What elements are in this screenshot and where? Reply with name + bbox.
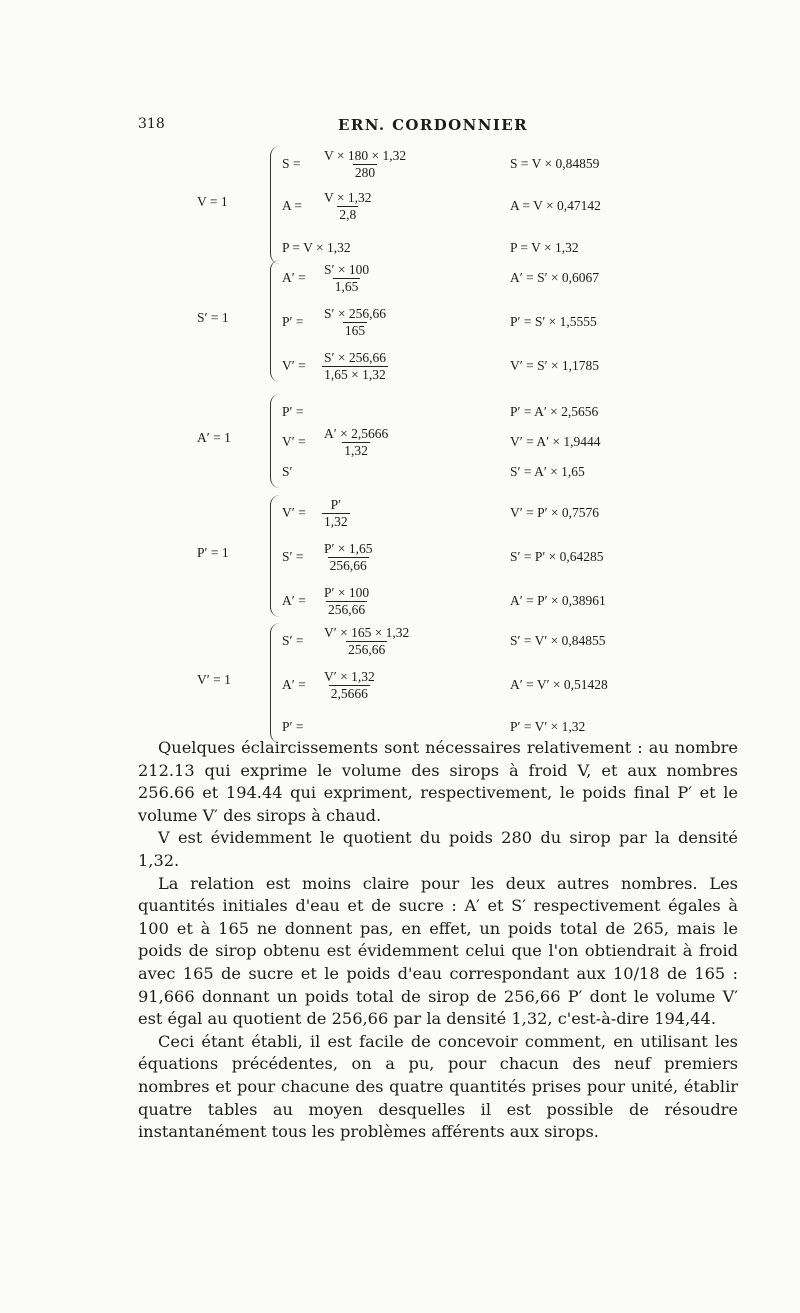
group-label: S′ = 1	[197, 310, 229, 325]
fraction	[322, 497, 350, 530]
fraction-denominator: 2,5666	[330, 686, 368, 701]
fraction-numerator: V′ × 1,32	[324, 669, 375, 684]
fraction	[322, 350, 388, 383]
equation-result: P′ = A′ × 2,5656	[510, 404, 599, 419]
equation-lhs: S′	[282, 464, 293, 479]
paragraph: Ceci étant établi, il est facile de concevoir comment, en utilisant les équations précédentes, on a pu, pour chacun des neuf premiers nombres et pour chacune des quatre quantités prises pour unité, établir quatre tables au moyen desquelles il est possible de résoudre instantanément tous les problèmes afférents aux sirops.	[138, 1031, 738, 1142]
fraction-denominator: 1,65 × 1,32	[324, 367, 386, 382]
brace	[270, 146, 281, 264]
fraction-numerator: V × 180 × 1,32	[324, 148, 407, 163]
equation-result: V′ = S′ × 1,1785	[510, 358, 600, 373]
equation-result: V′ = P′ × 0,7576	[510, 505, 600, 520]
fraction	[322, 148, 408, 181]
paragraph: Quelques éclaircissements sont nécessaires relativement : au nombre 212.13 qui exprime le volume des sirops à froid V, et aux nombres 256.66 et 194.44 qui expriment, respectivement, le poids final P′ et le volume V′ des sirops à chaud.	[138, 738, 738, 825]
fraction	[322, 190, 374, 223]
fraction	[322, 306, 388, 339]
equation-lhs: A′ =	[282, 677, 306, 692]
fraction-numerator: S′ × 100	[324, 262, 370, 277]
equation-lhs: A′ =	[282, 593, 306, 608]
paragraph: V est évidemment le quotient du poids 280 du sirop par la densité 1,32.	[138, 828, 738, 870]
brace	[270, 623, 281, 743]
equation-lhs: A′ =	[282, 270, 306, 285]
fraction-numerator: V′ × 165 × 1,32	[324, 625, 410, 640]
equation-result: P′ = V′ × 1,32	[510, 719, 586, 734]
fraction-denominator: 2,8	[339, 207, 357, 222]
equation-lhs: P′ =	[282, 404, 304, 419]
equation-result: P′ = S′ × 1,5555	[510, 314, 597, 329]
equation-result: A′ = S′ × 0,6067	[510, 270, 600, 285]
paragraph: La relation est moins claire pour les deux autres nombres. Les quantités initiales d'eau et de sucre : A′ et S′ respectivement égales à 100 et à 165 ne donnent pas, en effet, un poids total de 265, mais le poids de sirop obtenu est évidemment celui que l'on obtiendrait à froid avec 165 de sucre et le poids d'eau correspondant aux 10/18 de 165 : 91,666 donnant un poids total de sirop de 256,66 P′ dont le volume V′ est égal au quotient de 256,66 par la densité 1,32, c'est-à-dire 194,44.	[138, 873, 738, 1029]
group-label: A′ = 1	[197, 430, 231, 445]
fraction-numerator: P′ × 1,65	[324, 541, 373, 556]
group-label: V′ = 1	[197, 672, 231, 687]
fraction-denominator: 1,65	[334, 279, 359, 294]
fraction	[322, 625, 411, 658]
equation-result: P = V × 1,32	[510, 240, 579, 255]
equation-lhs: V′ =	[282, 505, 306, 520]
page-number: 318	[138, 116, 165, 132]
equation-result: S′ = P′ × 0,64285	[510, 549, 604, 564]
equation-result: V′ = A′ × 1,9444	[510, 434, 601, 449]
fraction-denominator: 165	[344, 323, 366, 338]
equation-result: A = V × 0,47142	[510, 198, 601, 213]
running-title: ERN. CORDONNIER	[338, 116, 528, 134]
fraction-numerator: A′ × 2,5666	[324, 426, 389, 441]
fraction-numerator: S′ × 256,66	[324, 350, 386, 365]
equation-result: S = V × 0,84859	[510, 156, 600, 171]
group-label: V = 1	[197, 194, 228, 209]
equation-lhs: S =	[282, 156, 301, 171]
equation-lhs: P = V × 1,32	[282, 240, 351, 255]
fraction-denominator: 280	[354, 165, 376, 180]
fraction	[322, 426, 390, 459]
fraction	[322, 669, 377, 702]
fraction-numerator: P′ × 100	[324, 585, 370, 600]
brace	[270, 260, 281, 382]
fraction-numerator: S′ × 256,66	[324, 306, 386, 321]
brace	[270, 495, 281, 617]
fraction-denominator: 256,66	[327, 602, 366, 617]
brace	[270, 394, 281, 488]
equation-lhs: V′ =	[282, 358, 306, 373]
fraction-denominator: 256,66	[348, 642, 386, 657]
group-label: P′ = 1	[197, 545, 229, 560]
fraction	[322, 262, 371, 295]
equation-lhs: A =	[282, 198, 302, 213]
equation-result: A′ = V′ × 0,51428	[510, 677, 608, 692]
fraction-numerator: P′	[330, 497, 342, 512]
equation-lhs: S′ =	[282, 633, 304, 648]
equation-result: S′ = V′ × 0,84855	[510, 633, 606, 648]
fraction-denominator: 1,32	[344, 443, 368, 458]
equation-lhs: P′ =	[282, 719, 304, 734]
equation-lhs: S′ =	[282, 549, 304, 564]
fraction-numerator: V × 1,32	[324, 190, 372, 205]
fraction-denominator: 256,66	[329, 558, 367, 573]
fraction-denominator: 1,32	[324, 514, 348, 529]
equation-lhs: P′ =	[282, 314, 304, 329]
equation-result: A′ = P′ × 0,38961	[510, 593, 606, 608]
equation-result: S′ = A′ × 1,65	[510, 464, 585, 479]
body-text	[138, 737, 738, 1144]
fraction	[322, 585, 371, 618]
equation-lhs: V′ =	[282, 434, 306, 449]
fraction	[322, 541, 374, 574]
